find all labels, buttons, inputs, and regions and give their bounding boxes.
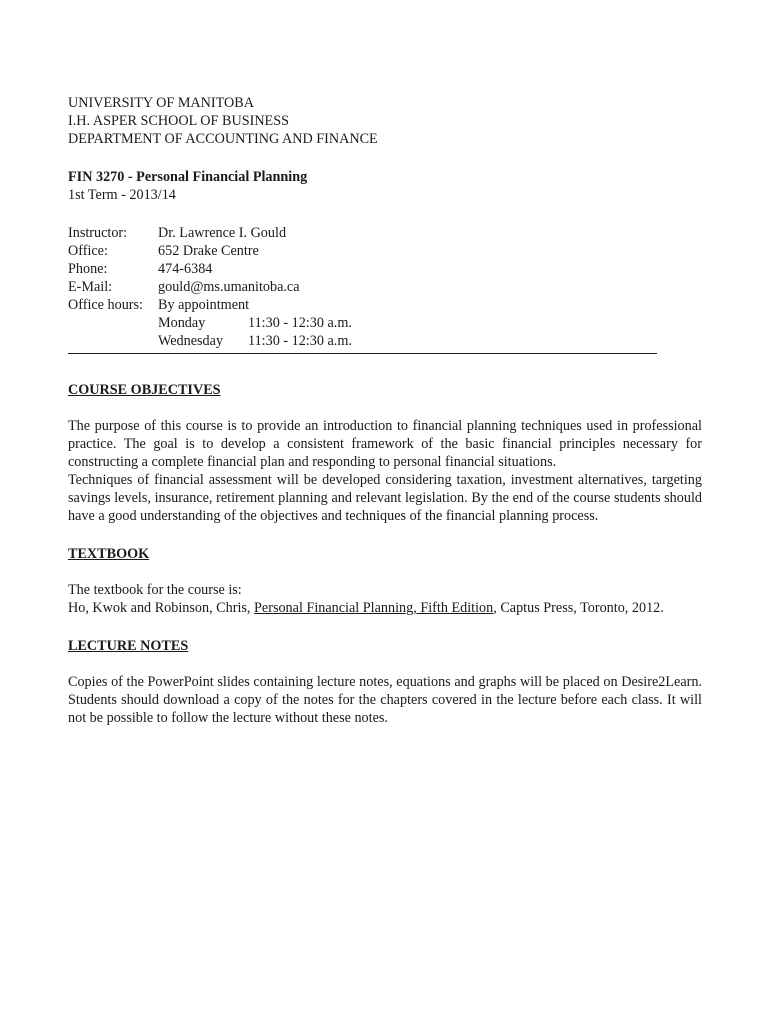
- course-objectives-heading: COURSE OBJECTIVES: [68, 382, 221, 398]
- phone-value: 474-6384: [158, 261, 213, 277]
- objectives-paragraph-1: The purpose of this course is to provide an introduction to financial planning techniques used in professional practice. The goal is to develop a consistent framework of the basic financial principles necessary for constructing a complete financial plan and responding to personal financial situations.: [68, 418, 702, 470]
- contact-info: [68, 224, 702, 350]
- office-value: 652 Drake Centre: [158, 243, 259, 259]
- schedule-day: Monday: [158, 315, 206, 331]
- schedule-day: Wednesday: [158, 333, 224, 349]
- institution-header: [68, 94, 702, 148]
- syllabus-page: [68, 94, 702, 747]
- schedule-row-monday: [68, 314, 702, 332]
- instructor-label: Instructor:: [68, 225, 128, 241]
- office-row: [68, 242, 702, 260]
- email-row: [68, 278, 702, 296]
- university-name: UNIVERSITY OF MANITOBA: [68, 95, 255, 111]
- textbook-publisher: , Captus Press, Toronto, 2012.: [493, 600, 664, 616]
- lecture-notes-section: [68, 637, 702, 727]
- textbook-heading: TEXTBOOK: [68, 546, 150, 562]
- schedule-row-wednesday: [68, 332, 702, 350]
- office-hours-value: By appointment: [158, 297, 250, 313]
- lecture-notes-paragraph: Copies of the PowerPoint slides containing lecture notes, equations and graphs will be placed on Desire2Learn. Students should download a copy of the notes for the chapters covered in the lecture before each class. It will not be possible to follow the lecture without these notes.: [68, 674, 702, 726]
- office-hours-row: [68, 296, 702, 314]
- textbook-section: [68, 545, 702, 617]
- course-title: FIN 3270 - Personal Financial Planning: [68, 169, 308, 185]
- course-objectives-section: [68, 381, 702, 525]
- course-header: [68, 168, 702, 204]
- email-value: gould@ms.umanitoba.ca: [158, 279, 300, 295]
- email-label: E-Mail:: [68, 279, 113, 295]
- instructor-row: [68, 224, 702, 242]
- course-term: 1st Term - 2013/14: [68, 187, 176, 203]
- schedule-time: 11:30 - 12:30 a.m.: [248, 315, 352, 331]
- objectives-paragraph-2: Techniques of financial assessment will be developed considering taxation, investment alternatives, targeting savings levels, insurance, retirement planning and relevant legislation. By the end of the course students should have a good understanding of the objectives and techniques of the financial planning process.: [68, 472, 702, 524]
- horizontal-divider: [68, 353, 657, 354]
- phone-row: [68, 260, 702, 278]
- school-name: I.H. ASPER SCHOOL OF BUSINESS: [68, 113, 290, 129]
- textbook-title: Personal Financial Planning, Fifth Edition: [254, 600, 494, 616]
- textbook-authors: Ho, Kwok and Robinson, Chris,: [68, 600, 251, 616]
- textbook-citation: [68, 599, 702, 617]
- office-hours-label: Office hours:: [68, 297, 143, 313]
- department-name: DEPARTMENT OF ACCOUNTING AND FINANCE: [68, 131, 378, 147]
- phone-label: Phone:: [68, 261, 108, 277]
- instructor-value: Dr. Lawrence I. Gould: [158, 225, 287, 241]
- textbook-intro: The textbook for the course is:: [68, 582, 242, 598]
- office-label: Office:: [68, 243, 108, 259]
- schedule-time: 11:30 - 12:30 a.m.: [248, 333, 352, 349]
- lecture-notes-heading: LECTURE NOTES: [68, 638, 189, 654]
